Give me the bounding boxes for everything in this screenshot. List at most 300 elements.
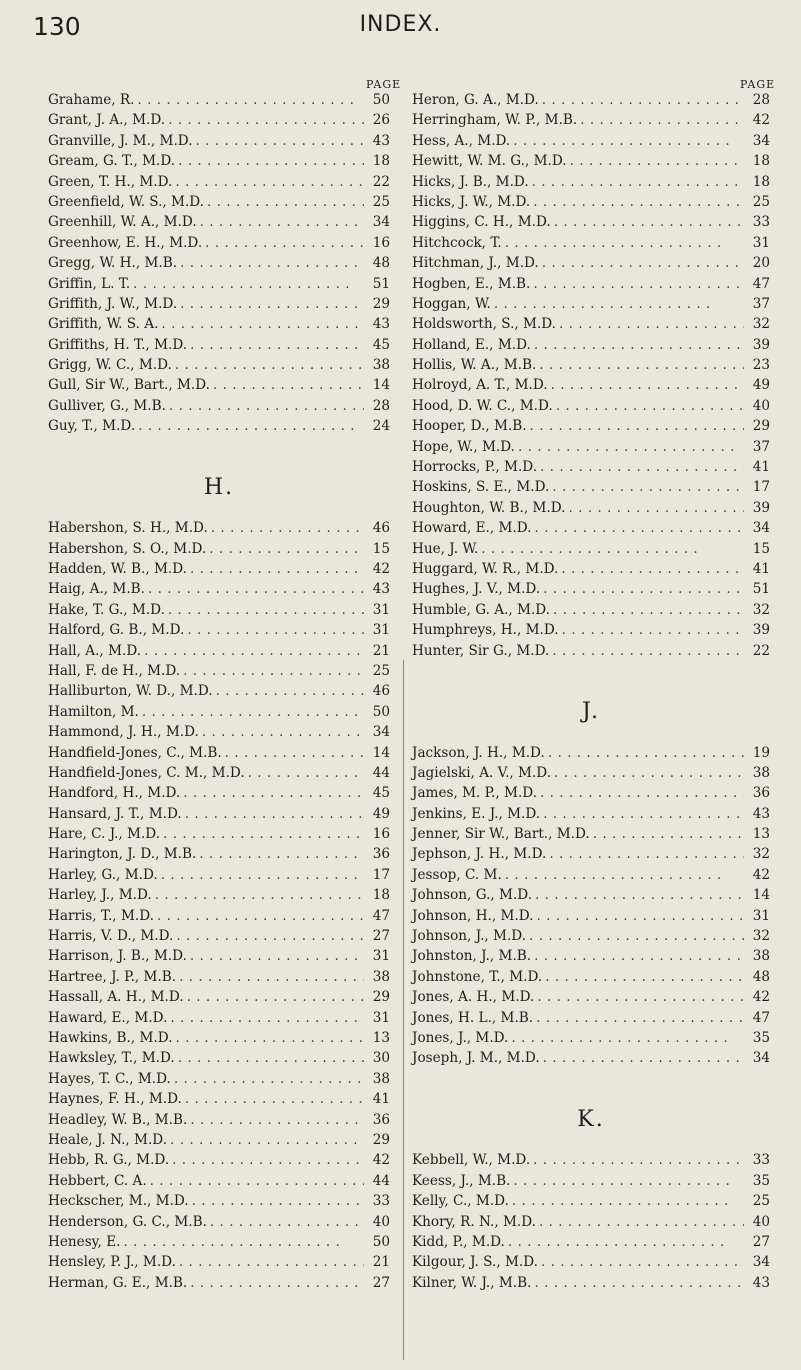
entry-page-number: 15 <box>752 540 770 557</box>
entry-page-number: 44 <box>372 1172 390 1189</box>
index-entry <box>48 1110 390 1130</box>
entry-page-number: 51 <box>752 581 770 598</box>
entry-name: Hogben, E., M.B. <box>412 275 531 292</box>
index-entry <box>48 314 390 334</box>
leader-dots <box>551 763 744 783</box>
entry-page-number: 44 <box>372 764 390 781</box>
index-entry <box>48 641 390 661</box>
leader-dots <box>549 477 744 497</box>
entry-page-number: 47 <box>372 907 390 924</box>
index-entry <box>48 335 390 355</box>
index-entry <box>412 783 770 803</box>
entry-name: Johnson, G., M.D. <box>412 887 533 904</box>
index-entry <box>412 1008 770 1028</box>
leader-dots <box>196 844 364 864</box>
entry-name: Hess, A., M.D. <box>412 132 511 149</box>
leader-dots <box>182 804 364 824</box>
entry-page-number: 13 <box>372 1029 390 1046</box>
index-entry <box>48 375 390 395</box>
index-entry <box>48 824 390 844</box>
entry-page-number: 43 <box>372 132 390 149</box>
entry-page-number: 23 <box>752 357 770 374</box>
leader-dots <box>166 396 364 416</box>
entry-page-number: 36 <box>372 846 390 863</box>
entry-name: Heale, J. N., M.D. <box>48 1131 168 1148</box>
index-entry <box>412 192 770 212</box>
entry-page-number: 14 <box>752 887 770 904</box>
index-entry <box>412 253 770 273</box>
entry-name: Gulliver, G., M.B. <box>48 397 166 414</box>
entry-name: Higgins, C. H., M.D. <box>412 214 551 231</box>
entry-name: Grant, J. A., M.D. <box>48 112 166 129</box>
entry-name: Herman, G. E., M.B. <box>48 1274 188 1291</box>
leader-dots <box>187 335 364 355</box>
entry-page-number: 31 <box>372 948 390 965</box>
entry-name: Jones, A. H., M.D. <box>412 989 535 1006</box>
entry-name: Greenfield, W. S., M.D. <box>48 193 205 210</box>
index-entry <box>48 1273 390 1293</box>
entry-name: Gull, Sir W., Bart., M.D. <box>48 377 210 394</box>
entry-name: Hawkins, B., M.D. <box>48 1029 173 1046</box>
entry-name: Howard, E., M.D. <box>412 520 532 537</box>
leader-dots <box>134 90 364 110</box>
leader-dots <box>130 274 364 294</box>
index-entry <box>48 844 390 864</box>
entry-page-number: 43 <box>372 316 390 333</box>
leader-dots <box>536 1212 744 1232</box>
index-entry <box>412 1191 770 1211</box>
entry-page-number: 41 <box>372 1091 390 1108</box>
leader-dots <box>478 539 744 559</box>
leader-dots <box>202 233 364 253</box>
entry-name: Hicks, J. B., M.D. <box>412 173 529 190</box>
leader-dots <box>542 967 744 987</box>
entry-page-number: 34 <box>372 214 390 231</box>
section-letter-heading: J. <box>581 699 601 725</box>
entry-page-number: 33 <box>752 214 770 231</box>
index-entry <box>412 600 770 620</box>
entry-page-number: 34 <box>752 1050 770 1067</box>
leader-dots <box>502 865 744 885</box>
entry-page-number: 43 <box>752 805 770 822</box>
entry-name: Jenkins, E. J., M.D. <box>412 805 541 822</box>
leader-dots <box>172 1028 364 1048</box>
entry-page-number: 32 <box>752 846 770 863</box>
index-entry <box>412 804 770 824</box>
index-entry <box>412 498 770 518</box>
entry-page-number: 34 <box>752 132 770 149</box>
index-entry <box>412 987 770 1007</box>
entry-name: Griffith, J. W., M.D. <box>48 295 178 312</box>
entry-page-number: 45 <box>372 336 390 353</box>
leader-dots <box>177 294 364 314</box>
entry-page-number: 29 <box>372 989 390 1006</box>
entry-page-number: 39 <box>752 499 770 516</box>
leader-dots <box>208 518 364 538</box>
leader-dots <box>152 885 364 905</box>
index-entry <box>48 294 390 314</box>
entry-name: Gream, G. T., M.D. <box>48 153 176 170</box>
entry-page-number: 40 <box>752 1213 770 1230</box>
index-entry <box>412 212 770 232</box>
index-entry <box>412 110 770 130</box>
leader-dots <box>538 1252 744 1272</box>
entry-page-number: 34 <box>752 1254 770 1271</box>
entry-name: Jones, J., M.D. <box>412 1029 509 1046</box>
index-entry <box>48 1008 390 1028</box>
entry-name: Habershon, S. H., M.D. <box>48 520 208 537</box>
entry-name: Humphreys, H., M.D. <box>412 622 559 639</box>
leader-dots <box>508 1028 744 1048</box>
entry-page-number: 38 <box>372 968 390 985</box>
leader-dots <box>505 1232 744 1252</box>
leader-dots <box>548 375 744 395</box>
index-entry <box>412 641 770 661</box>
entry-name: Griffith, W. S. A. <box>48 316 159 333</box>
index-entry <box>48 253 390 273</box>
index-entry <box>48 1089 390 1109</box>
leader-dots <box>531 1273 744 1293</box>
entry-page-number: 14 <box>372 744 390 761</box>
page-column-heading-left: PAGE <box>366 78 402 91</box>
entry-name: Green, T. H., M.D. <box>48 173 173 190</box>
leader-dots <box>510 1171 744 1191</box>
index-entry <box>48 416 390 436</box>
entry-name: Humble, G. A., M.D. <box>412 601 551 618</box>
entry-name: Headley, W. B., M.B. <box>48 1111 188 1128</box>
entry-name: Haward, E., M.D. <box>48 1009 168 1026</box>
page-number: 130 <box>33 12 81 41</box>
entry-name: Greenhill, W. A., M.D. <box>48 214 197 231</box>
entry-name: Hitchcock, T. <box>412 234 502 251</box>
leader-dots <box>536 355 744 375</box>
entry-name: Hawksley, T., M.D. <box>48 1050 175 1067</box>
entry-name: Hebbert, C. A. <box>48 1172 147 1189</box>
entry-page-number: 13 <box>752 826 770 843</box>
entry-page-number: 50 <box>372 703 390 720</box>
leader-dots <box>556 314 744 334</box>
entry-page-number: 41 <box>752 560 770 577</box>
index-entry <box>412 743 770 763</box>
entry-name: Guy, T., M.D. <box>48 418 136 435</box>
entry-page-number: 25 <box>372 662 390 679</box>
entry-page-number: 37 <box>752 295 770 312</box>
leader-dots <box>491 294 744 314</box>
entry-name: Horrocks, P., M.D. <box>412 459 538 476</box>
index-entry <box>412 355 770 375</box>
entry-name: Handfield-Jones, C., M.B. <box>48 744 222 761</box>
index-entry <box>48 1191 390 1211</box>
leader-dots <box>534 987 744 1007</box>
entry-name: Gregg, W. H., M.B. <box>48 255 178 272</box>
leader-dots <box>502 233 744 253</box>
index-entry <box>412 90 770 110</box>
entry-page-number: 36 <box>752 785 770 802</box>
leader-dots <box>120 1232 364 1252</box>
leader-dots <box>206 539 364 559</box>
leader-dots <box>531 335 744 355</box>
entry-page-number: 48 <box>752 968 770 985</box>
leader-dots <box>158 865 364 885</box>
entry-page-number: 47 <box>752 1009 770 1026</box>
index-entry <box>48 722 390 742</box>
entry-name: Hicks, J. W., M.D. <box>412 193 531 210</box>
entry-page-number: 39 <box>752 336 770 353</box>
index-entry <box>48 1171 390 1191</box>
entry-page-number: 25 <box>752 193 770 210</box>
index-entry <box>412 131 770 151</box>
entry-name: Harington, J. D., M.B. <box>48 846 197 863</box>
leader-dots <box>530 274 744 294</box>
leader-dots <box>213 681 364 701</box>
leader-dots <box>567 151 744 171</box>
index-entry <box>48 192 390 212</box>
entry-page-number: 28 <box>372 397 390 414</box>
index-entry <box>48 804 390 824</box>
entry-name: Hewitt, W. M. G., M.D. <box>412 153 567 170</box>
entry-page-number: 34 <box>372 724 390 741</box>
entry-name: Jagielski, A. V., M.D. <box>412 764 552 781</box>
index-entry <box>48 579 390 599</box>
entry-page-number: 42 <box>752 989 770 1006</box>
leader-dots <box>550 600 744 620</box>
entry-page-number: 42 <box>372 1152 390 1169</box>
entry-page-number: 40 <box>372 1213 390 1230</box>
entry-name: Hartree, J. P., M.B. <box>48 968 177 985</box>
index-entry <box>412 559 770 579</box>
entry-name: Kidd, P., M.D. <box>412 1233 505 1250</box>
index-entry <box>48 212 390 232</box>
index-entry <box>412 620 770 640</box>
entry-name: Henesy, E. <box>48 1233 121 1250</box>
entry-name: Hunter, Sir G., M.D. <box>412 642 550 659</box>
leader-dots <box>549 641 744 661</box>
index-entry <box>48 172 390 192</box>
leader-dots <box>577 110 744 130</box>
entry-name: Hitchman, J., M.D. <box>412 255 539 272</box>
leader-dots <box>172 172 364 192</box>
leader-dots <box>197 212 364 232</box>
entry-name: Hoskins, S. E., M.D. <box>412 479 550 496</box>
entry-name: Hall, F. de H., M.D. <box>48 662 181 679</box>
leader-dots <box>546 844 744 864</box>
entry-page-number: 26 <box>372 112 390 129</box>
leader-dots <box>180 783 364 803</box>
entry-page-number: 22 <box>752 642 770 659</box>
entry-name: Jephson, J. H., M.D. <box>412 846 547 863</box>
entry-name: Habershon, S. O., M.D. <box>48 540 207 557</box>
leader-dots <box>509 1191 744 1211</box>
entry-page-number: 40 <box>752 397 770 414</box>
entry-name: Hoggan, W. <box>412 295 491 312</box>
entry-name: Kilgour, J. S., M.D. <box>412 1254 538 1271</box>
leader-dots <box>172 355 364 375</box>
entry-page-number: 51 <box>372 275 390 292</box>
index-entry <box>48 110 390 130</box>
entry-page-number: 47 <box>752 275 770 292</box>
entry-name: Hayes, T. C., M.D. <box>48 1070 171 1087</box>
entry-page-number: 39 <box>752 622 770 639</box>
entry-name: Jackson, J. H., M.D. <box>412 744 545 761</box>
entry-name: Hamilton, M. <box>48 703 139 720</box>
index-entry <box>412 1048 770 1068</box>
index-entry <box>412 1171 770 1191</box>
leader-dots <box>165 600 364 620</box>
entry-name: Khory, R. N., M.D. <box>412 1213 536 1230</box>
entry-page-number: 36 <box>372 1111 390 1128</box>
entry-page-number: 42 <box>752 866 770 883</box>
leader-dots <box>531 518 744 538</box>
leader-dots <box>526 926 744 946</box>
index-entry <box>48 885 390 905</box>
entry-name: Hollis, W. A., M.B. <box>412 357 537 374</box>
entry-name: Henderson, G. C., M.B. <box>48 1213 207 1230</box>
index-entry <box>412 1212 770 1232</box>
entry-name: Griffin, L. T. <box>48 275 131 292</box>
entry-name: Hassall, A. H., M.D. <box>48 989 184 1006</box>
index-entry <box>48 783 390 803</box>
entry-page-number: 18 <box>372 887 390 904</box>
entry-page-number: 45 <box>372 785 390 802</box>
index-entry <box>412 906 770 926</box>
spacer <box>412 661 770 681</box>
index-entry <box>412 518 770 538</box>
entry-name: Hughes, J. V., M.D. <box>412 581 541 598</box>
leader-dots <box>204 192 364 212</box>
entry-page-number: 38 <box>372 357 390 374</box>
leader-dots <box>187 559 364 579</box>
index-entry <box>412 457 770 477</box>
leader-dots <box>158 314 364 334</box>
entry-page-number: 14 <box>372 377 390 394</box>
leader-dots <box>199 722 364 742</box>
leader-dots <box>565 498 744 518</box>
leader-dots <box>187 946 364 966</box>
entry-page-number: 42 <box>752 112 770 129</box>
leader-dots <box>222 743 364 763</box>
leader-dots <box>187 1273 364 1293</box>
entry-page-number: 29 <box>752 418 770 435</box>
entry-name: Greenhow, E. H., M.D. <box>48 234 203 251</box>
entry-page-number: 34 <box>752 520 770 537</box>
leader-dots <box>551 212 744 232</box>
entry-page-number: 17 <box>372 866 390 883</box>
entry-page-number: 48 <box>372 255 390 272</box>
entry-name: Huggard, W. R., M.D. <box>412 560 559 577</box>
entry-name: Grigg, W. C., M.D. <box>48 357 172 374</box>
entry-page-number: 50 <box>372 1233 390 1250</box>
index-entry <box>48 1150 390 1170</box>
index-entry <box>412 477 770 497</box>
entry-name: Holdsworth, S., M.D. <box>412 316 557 333</box>
index-entry <box>412 824 770 844</box>
leader-dots <box>176 1252 364 1272</box>
index-entry <box>412 335 770 355</box>
page-column-heading-right: PAGE <box>740 78 776 91</box>
entry-page-number: 18 <box>752 173 770 190</box>
index-entry <box>48 743 390 763</box>
index-entry <box>48 967 390 987</box>
entry-page-number: 29 <box>372 295 390 312</box>
leader-dots <box>177 253 364 273</box>
index-entry <box>48 681 390 701</box>
index-entry <box>48 559 390 579</box>
index-entry <box>48 661 390 681</box>
entry-page-number: 35 <box>752 1029 770 1046</box>
leader-dots <box>530 1150 744 1170</box>
leader-dots <box>175 1048 364 1068</box>
leader-dots <box>139 702 364 722</box>
entry-name: Hake, T. G., M.D. <box>48 601 165 618</box>
leader-dots <box>530 192 744 212</box>
entry-name: Holroyd, A. T., M.D. <box>412 377 548 394</box>
entry-page-number: 19 <box>752 744 770 761</box>
entry-name: Harris, V. D., M.D. <box>48 928 174 945</box>
entry-page-number: 38 <box>752 948 770 965</box>
entry-name: Halford, G. B., M.D. <box>48 622 185 639</box>
index-entry <box>48 539 390 559</box>
entry-page-number: 18 <box>752 153 770 170</box>
index-column-left <box>48 90 390 1293</box>
leader-dots <box>539 253 744 273</box>
leader-dots <box>540 804 744 824</box>
entry-page-number: 31 <box>372 622 390 639</box>
index-entry <box>412 885 770 905</box>
index-entry <box>48 1069 390 1089</box>
index-entry <box>412 375 770 395</box>
entry-page-number: 20 <box>752 255 770 272</box>
leader-dots <box>175 151 364 171</box>
entry-page-number: 43 <box>752 1274 770 1291</box>
entry-name: Harley, J., M.D. <box>48 887 152 904</box>
entry-page-number: 16 <box>372 234 390 251</box>
index-entry <box>412 1252 770 1272</box>
entry-page-number: 21 <box>372 1254 390 1271</box>
entry-name: Hansard, J. T., M.D. <box>48 805 182 822</box>
index-entry <box>412 1028 770 1048</box>
entry-name: Hare, C. J., M.D. <box>48 826 161 843</box>
leader-dots <box>245 763 364 783</box>
entry-page-number: 31 <box>372 601 390 618</box>
entry-page-number: 25 <box>752 1193 770 1210</box>
entry-page-number: 15 <box>372 540 390 557</box>
leader-dots <box>545 743 744 763</box>
index-entry <box>48 1028 390 1048</box>
leader-dots <box>532 885 744 905</box>
index-entry <box>48 518 390 538</box>
entry-name: Handford, H., M.D. <box>48 785 181 802</box>
leader-dots <box>184 987 364 1007</box>
entry-page-number: 46 <box>372 520 390 537</box>
index-entry <box>412 151 770 171</box>
section-letter-heading: H. <box>203 475 235 501</box>
leader-dots <box>529 172 744 192</box>
entry-name: Houghton, W. B., M.D. <box>412 499 566 516</box>
index-entry <box>48 1048 390 1068</box>
leader-dots <box>167 1130 364 1150</box>
index-entry <box>48 620 390 640</box>
section-letter-heading: K. <box>577 1107 605 1133</box>
entry-page-number: 46 <box>372 683 390 700</box>
entry-name: Keess, J., M.B. <box>412 1172 511 1189</box>
leader-dots <box>184 620 364 640</box>
index-entry <box>412 1232 770 1252</box>
leader-dots <box>537 783 744 803</box>
index-entry <box>48 396 390 416</box>
index-entry <box>48 151 390 171</box>
entry-name: Johnston, J., M.B. <box>412 948 532 965</box>
leader-dots <box>141 641 364 661</box>
